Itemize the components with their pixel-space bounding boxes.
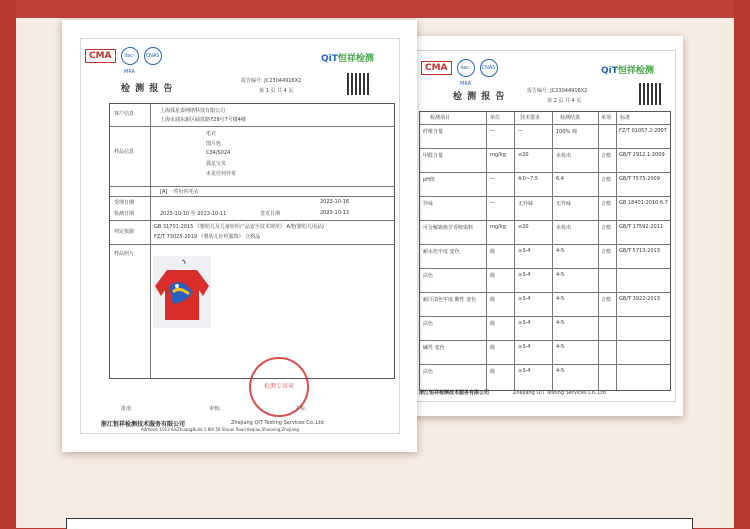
basis-line-2: FZ/T 73025-2019 《婴幼儿针织服饰》 合格品 [154,234,261,240]
footer-company-en: Zhejiang QiT Testing Services Co.,Ltd [231,420,324,426]
table-cell-unit: mg/kg [490,224,506,230]
table-row [420,172,670,173]
table-cell-unit: 级 [490,297,496,303]
table-row [420,340,670,341]
table-cell-item: 异味 [423,201,434,207]
table-cell-unit: — [490,128,495,134]
table-row [420,292,670,293]
table-cell-req: ≥3-4 [518,272,531,278]
table-cell-item: 碱性 变色 [423,345,445,351]
footer-company-cn: 浙江恒祥检测技术服务有限公司 [101,421,186,428]
sample-name: 毛衣 [206,131,217,137]
table-cell-verdict: 合格 [601,249,612,255]
report-number: 报告编号: JC23044916X2 [527,88,588,94]
table-cell-verdict: 合格 [601,177,612,183]
report-page-2 [416,50,676,402]
basis-label: 判定依据 [114,229,135,235]
footer-address: Address: 1013 KaiZhuangBuild 1 8th 56 Shuan Road Keqiao,Shaoxing,Zhejiang [141,427,299,432]
table-cell-unit: — [490,176,495,182]
table-row [420,364,670,365]
client-address: 上海市浦东新区硕放路729号7号楼4楼 [160,117,246,123]
col-header-item: 检测项目 [430,115,451,121]
sample-status: 未见任何异常 [206,171,237,177]
table-cell-req: ≤20 [518,224,529,230]
table-cell-std: GB/T 2912.1-2009 [619,152,665,158]
report-frame-page1 [62,20,417,452]
col-header-result: 检测结果 [560,115,581,121]
table-row [420,268,670,269]
table-cell-std: GB/T 3922-2013 [619,296,660,302]
table-cell-unit: mg/kg [490,152,506,158]
issue-date: 2023-10-13 [320,210,350,216]
table-cell-item: 可分解致癌芳香胺染料 [423,225,474,231]
table-cell-unit: 级 [490,249,496,255]
table-cell-result: 未检出 [556,225,572,231]
tester-label: 主检: [295,406,307,412]
table-cell-std: FZ/T 01057.2-2007 [619,128,667,134]
table-row [420,244,670,245]
col-header-verdict: 单项 [601,115,612,121]
table-cell-unit: 级 [490,273,496,279]
table-cell-verdict: 合格 [601,153,612,159]
sample-color: 图片色 [206,141,222,147]
test-date-label: 检测日期 [114,211,135,217]
client-name: 上海孤星泰网络科技有限公司 [160,108,226,114]
table-cell-result: 无异味 [556,201,572,207]
table-cell-item: 纤维含量 [423,129,444,135]
report-page-1 [80,38,400,434]
table-cell-std: GB 18401-2010 6.7 [619,200,668,206]
qr-code-icon [639,83,661,105]
table-cell-req: ≥3-4 [518,320,531,326]
report-info-table [109,103,395,379]
table-cell-std: GB/T 5713-2013 [619,248,660,254]
table-cell-req: ≥3-4 [518,248,531,254]
table-cell-std: GB/T 17592-2011 [619,224,664,230]
cma-logo: CMA [421,61,452,75]
received-date-label: 受理日期 [114,200,135,206]
ilac-logo: ilac-MRA [457,59,475,77]
table-cell-unit: — [490,200,495,206]
sample-brand: 孤星宝贝 [206,161,227,167]
table-cell-unit: 级 [490,345,496,351]
table-row [420,316,670,317]
table-cell-result: 4-5 [556,344,565,350]
client-label: 客户信息 [114,111,135,117]
footer-company-en: Zhejiang QiT Testing Services Co.,Ltd [513,390,606,396]
table-row [420,124,670,125]
page-number: 第 2 页 共 4 页 [547,98,582,104]
next-table-edge [66,518,693,529]
page-number: 第 1 页 共 4 页 [259,88,294,94]
table-cell-result: 4-5 [556,296,565,302]
received-date: 2023-10-16 [320,199,350,205]
col-header-std: 标准 [620,115,631,121]
qit-logo: QiT恒祥检测 [321,54,374,64]
report-title: 检 测 报 告 [453,92,506,102]
cnas-logo: CNAS [480,59,498,77]
table-cell-item: 沾色 [423,321,434,327]
table-cell-req: 4.0~7.5 [518,176,539,182]
table-cell-result: 4-5 [556,320,565,326]
table-cell-req: ≤20 [518,152,529,158]
table-cell-result: 6.4 [556,176,564,182]
sample-description: [A] 一件针织毛衣 [160,189,199,195]
top-strip [16,0,734,18]
table-cell-verdict: 合格 [601,225,612,231]
col-header-req: 技术要求 [520,115,541,121]
photo-label: 样品照片 [114,251,135,257]
table-cell-req: ≥3-4 [518,296,531,302]
table-cell-req: 无异味 [518,201,534,207]
cert-logos [85,47,162,75]
sample-label: 样品信息 [114,149,135,155]
sample-model: C34/S024 [206,150,231,156]
table-cell-std: GB/T 7573-2009 [619,176,660,182]
reviewer-label: 审核: [209,406,221,412]
table-cell-item: 沾色 [423,273,434,279]
table-cell-req: ≥3-4 [518,344,531,350]
table-cell-result: 4-5 [556,368,565,374]
report-frame-page2 [400,36,683,416]
table-cell-result: 100% 棉 [556,129,577,135]
table-cell-item: 沾色 [423,369,434,375]
cert-logos [421,59,498,87]
issue-date-label: 签发日期 [260,211,281,217]
table-cell-item: 甲醛含量 [423,153,444,159]
official-stamp: 检测专用章 [249,357,309,417]
footer-company-cn: 浙江恒祥检测技术服务有限公司 [419,390,490,396]
basis-line-1: GB 31701-2015 《婴幼儿及儿童纺织产品安全技术规范》 A类(婴幼儿用品) [154,224,324,230]
approver-label: 批准: [121,406,133,412]
report-number: 报告编号: JC23044916X2 [241,78,302,84]
table-cell-verdict: 合格 [601,201,612,207]
cma-logo: CMA [85,49,116,63]
table-cell-item: pH值 [423,177,435,183]
table-cell-item: 耐汗渍色牢度 酸性 变色 [423,297,477,303]
table-cell-result: 未检出 [556,153,572,159]
table-row [420,220,670,221]
test-results-table [419,111,671,391]
table-cell-req: ≥3-4 [518,368,531,374]
cnas-logo: CNAS [144,47,162,65]
table-row [420,196,670,197]
qr-code-icon [347,73,369,95]
test-date: 2023-10-10 至 2023-10-11 [160,211,227,217]
qit-logo: QiT恒祥检测 [601,66,654,76]
table-cell-unit: 级 [490,321,496,327]
table-cell-result: 4-5 [556,248,565,254]
table-row [420,148,670,149]
table-cell-item: 耐水色牢度 变色 [423,249,460,255]
ilac-logo: ilac-MRA [121,47,139,65]
table-cell-unit: 级 [490,369,496,375]
table-cell-verdict: 合格 [601,297,612,303]
report-title: 检 测 报 告 [121,84,174,94]
col-header-unit: 单位 [490,115,501,121]
table-cell-req: — [518,128,523,134]
sweater-photo [153,256,211,328]
table-cell-result: 4-5 [556,272,565,278]
